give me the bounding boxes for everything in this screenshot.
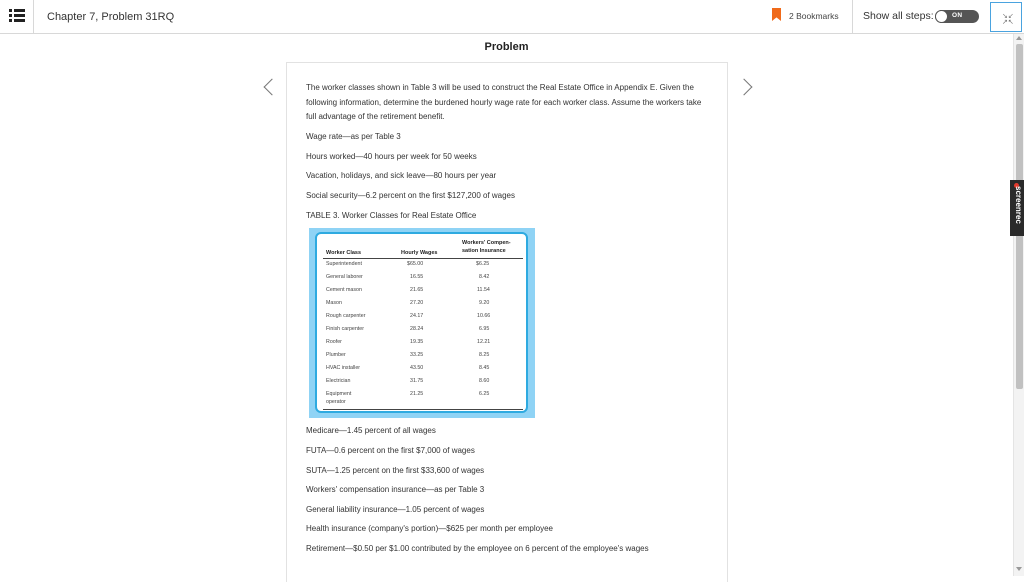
collapse-arrows-icon: ↘↙ [1002, 13, 1014, 20]
table-cell: Mason [326, 300, 342, 306]
chapter-title: Chapter 7, Problem 31RQ [47, 11, 175, 23]
table-header-worker: Worker Class [326, 250, 362, 256]
screenrec-badge[interactable] [1010, 180, 1024, 236]
table-cell: 31.75 [410, 378, 424, 384]
table-cell: Finish carpenter [326, 326, 364, 332]
problem-item: Social security—6.2 percent on the first $127,200 of wages [306, 191, 516, 200]
collapse-button[interactable] [990, 2, 1022, 32]
screenrec-label: screenrec [1014, 186, 1023, 224]
table-cell: 28.24 [410, 326, 424, 332]
show-steps-label: Show all steps: [863, 10, 934, 22]
table-cell: 33.25 [410, 352, 424, 358]
table-cell: 6.95 [479, 326, 490, 332]
table-header-comp: Workers' Compen- [462, 240, 511, 246]
problem-item: FUTA—0.6 percent on the first $7,000 of wages [306, 446, 475, 455]
top-bar [0, 0, 1024, 34]
problem-item: General liability insurance—1.05 percent of wages [306, 505, 485, 514]
toggle-label: ON [952, 12, 963, 19]
table-cell: 27.20 [410, 300, 424, 306]
table-header-wages: Hourly Wages [401, 250, 438, 256]
table-cell: 9.20 [479, 300, 490, 306]
table-cell: operator [326, 399, 346, 405]
table-cell: Plumber [326, 352, 346, 358]
table-caption: TABLE 3. Worker Classes for Real Estate Office [306, 211, 477, 220]
table-cell: 43.50 [410, 365, 424, 371]
bookmark-icon[interactable] [772, 8, 781, 21]
problem-item: Wage rate—as per Table 3 [306, 132, 401, 141]
table-cell: $6.25 [476, 261, 490, 267]
divider [33, 0, 34, 34]
table-cell: 11.54 [477, 287, 490, 293]
table-cell: 16.55 [410, 274, 424, 280]
worker-classes-table [309, 228, 535, 418]
show-steps-toggle[interactable] [935, 10, 979, 23]
toggle-knob [935, 10, 948, 23]
problem-item: Retirement—$0.50 per $1.00 contributed by the employee on 6 percent of the employee's wages [306, 544, 649, 553]
table-cell: Electrician [326, 378, 351, 384]
table-cell: 8.45 [479, 365, 490, 371]
table-cell: Roofer [326, 339, 342, 345]
table-cell: 8.25 [479, 352, 490, 358]
table-cell: $65.00 [407, 261, 424, 267]
table-cell: 8.42 [479, 274, 490, 280]
scroll-down-icon[interactable] [1016, 567, 1022, 571]
table-cell: HVAC installer [326, 365, 361, 371]
table-rule [323, 409, 523, 410]
table-cell: Equipment [326, 391, 352, 397]
collapse-arrows-icon: ↗↖ [1002, 19, 1014, 26]
problem-item: SUTA—1.25 percent on the first $33,600 of wages [306, 466, 485, 475]
table-frame [315, 232, 528, 413]
table-cell: 10.66 [477, 313, 491, 319]
section-title: Problem [484, 41, 529, 53]
problem-item: Medicare—1.45 percent of all wages [306, 426, 436, 435]
problem-item: Workers' compensation insurance—as per Table 3 [306, 485, 485, 494]
list-menu-icon[interactable] [9, 9, 25, 23]
table-cell: Rough carpenter [326, 313, 366, 319]
vertical-scrollbar[interactable] [1013, 34, 1024, 576]
problem-item: Hours worked—40 hours per week for 50 weeks [306, 152, 477, 161]
scroll-up-icon[interactable] [1016, 36, 1022, 40]
table-rule [323, 258, 523, 259]
chevron-left-icon[interactable] [262, 76, 274, 98]
table-cell: 8.60 [479, 378, 490, 384]
table-cell: Superintendent [326, 261, 362, 267]
chevron-right-icon[interactable] [741, 76, 753, 98]
table-cell: 12.21 [477, 339, 491, 345]
table-cell: Cement mason [326, 287, 362, 293]
problem-item: Health insurance (company's portion)—$625 per month per employee [306, 524, 553, 533]
bookmarks-link[interactable]: 2 Bookmarks [789, 11, 839, 21]
problem-item: Vacation, holidays, and sick leave—80 hours per year [306, 171, 497, 180]
table-header-comp: sation Insurance [462, 248, 506, 254]
table-cell: 24.17 [410, 313, 424, 319]
table-cell: 21.25 [410, 391, 424, 397]
table-cell: 6.25 [479, 391, 490, 397]
table-cell: General laborer [326, 274, 363, 280]
problem-intro: The worker classes shown in Table 3 will be used to construct the Real Estate Office in Appendix E. Given the following information, determine the burdened hourly wage rate for each worker class. Assume the workers take full advantage of the retirement benefit. [306, 83, 702, 121]
divider [852, 0, 853, 34]
table-cell: 21.65 [410, 287, 424, 293]
table-cell: 19.35 [410, 339, 424, 345]
